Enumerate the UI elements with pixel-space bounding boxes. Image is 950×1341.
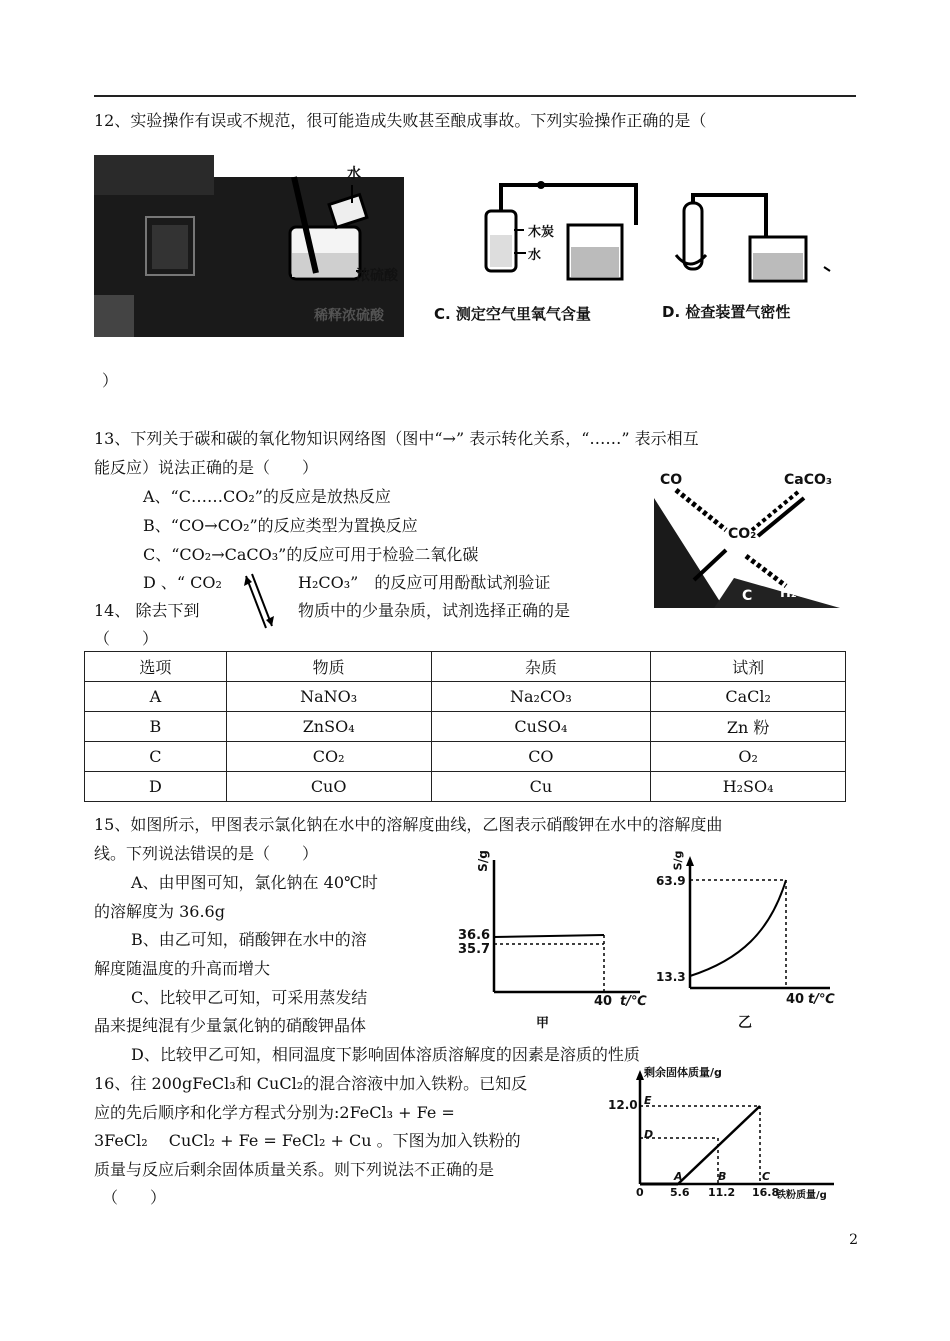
table-cell: CuSO₄ bbox=[431, 712, 651, 742]
q13-network-figure bbox=[654, 468, 840, 608]
table-header-row bbox=[85, 652, 846, 682]
table-row bbox=[85, 712, 846, 742]
label-dilute: 稀释浓硫酸 bbox=[314, 308, 384, 324]
table-cell: CO₂ bbox=[226, 742, 431, 772]
chart-nacl-ylabel: S/g bbox=[475, 850, 490, 872]
q16-xtick: 16.8 bbox=[752, 1186, 780, 1199]
chart-nacl bbox=[454, 852, 650, 1030]
table-cell: Na₂CO₃ bbox=[431, 682, 651, 712]
label-option-d: D. 检查装置气密性 bbox=[662, 303, 791, 321]
q16-line-5: （ ） bbox=[102, 1188, 167, 1207]
q16-point-e: E bbox=[644, 1094, 652, 1107]
table-cell: Zn 粉 bbox=[651, 712, 846, 742]
q14-table bbox=[84, 651, 846, 802]
node-co2: CO₂ bbox=[728, 526, 757, 542]
table-cell: C bbox=[85, 742, 227, 772]
node-co: CO bbox=[660, 472, 683, 488]
label-water2: 水 bbox=[528, 248, 542, 263]
q16-xtick: 11.2 bbox=[708, 1186, 736, 1199]
table-row bbox=[85, 682, 846, 712]
q16-point-a: A bbox=[674, 1170, 683, 1183]
q16-chart-ylabel: 剩余固体质量/g bbox=[644, 1066, 722, 1079]
page-number: 2 bbox=[849, 1232, 858, 1248]
q16-point-b: B bbox=[718, 1170, 727, 1183]
q16-line-1: 16、往 200gFeCl₃和 CuCl₂的混合溶液中加入铁粉。已知反 bbox=[94, 1074, 528, 1093]
table-header: 选项 bbox=[85, 652, 227, 682]
q16-point-d: D bbox=[644, 1128, 654, 1141]
table-cell: ZnSO₄ bbox=[226, 712, 431, 742]
q16-chart bbox=[604, 1064, 840, 1212]
q13-option-a: A、“C……CO₂”的反应是放热反应 bbox=[143, 487, 391, 506]
q15-option-b-2: 解度随温度的升高而增大 bbox=[94, 959, 271, 978]
q13-option-d-part1: D 、“ CO₂ bbox=[143, 573, 222, 592]
top-rule bbox=[94, 95, 856, 97]
q15-option-a-1: A、由甲图可知，氯化钠在 40℃时 bbox=[131, 873, 378, 892]
node-caco3: CaCO₃ bbox=[784, 472, 833, 488]
q14-stem-3: （ ） bbox=[94, 629, 159, 648]
q15-option-d: D、比较甲乙可知，相同温度下影响固体溶质溶解度的因素是溶质的性质 bbox=[131, 1045, 640, 1064]
q15-option-a-2: 的溶解度为 36.6g bbox=[94, 902, 225, 921]
chart-nacl-xtick: 40 bbox=[594, 994, 613, 1009]
chart-kno3-ytick-2: 13.3 bbox=[656, 970, 686, 984]
node-c: C bbox=[742, 588, 753, 604]
chart-nacl-ytick-2: 35.7 bbox=[458, 942, 491, 957]
table-row bbox=[85, 772, 846, 802]
q14-stem-1: 14、 除去下到 bbox=[94, 601, 200, 620]
q12-stem: 12、实验操作有误或不规范，很可能造成失败甚至酿成事故。下列实验操作正确的是（ bbox=[94, 111, 707, 130]
q13-option-c: C、“CO₂→CaCO₃”的反应可用于检验二氧化碳 bbox=[143, 545, 479, 564]
table-cell: Cu bbox=[431, 772, 651, 802]
q15-option-b-1: B、由乙可知，硝酸钾在水中的溶 bbox=[131, 930, 367, 949]
table-row bbox=[85, 742, 846, 772]
node-h2co3: H₂CO₃ bbox=[780, 586, 823, 601]
table-cell: B bbox=[85, 712, 227, 742]
q16-chart-xlabel: 铁粉质量/g bbox=[776, 1190, 827, 1201]
q15-option-c-1: C、比较甲乙可知，可采用蒸发结 bbox=[131, 988, 368, 1007]
q16-line-2: 应的先后顺序和化学方程式分别为:2FeCl₃ + Fe = bbox=[94, 1103, 455, 1122]
label-water: 水 bbox=[347, 166, 361, 182]
chart-nacl-name: 甲 bbox=[536, 1016, 550, 1031]
double-arrow-icon bbox=[240, 570, 276, 636]
q16-point-c: C bbox=[762, 1170, 771, 1183]
q14-stem-2: 物质中的少量杂质，试剂选择正确的是 bbox=[298, 601, 571, 620]
table-header: 试剂 bbox=[651, 652, 846, 682]
chart-nacl-xunit: t/℃ bbox=[620, 994, 647, 1009]
chart-kno3 bbox=[650, 852, 840, 1032]
table-cell: CuO bbox=[226, 772, 431, 802]
q12-tail: ） bbox=[102, 371, 119, 390]
table-cell: CO bbox=[431, 742, 651, 772]
chart-kno3-ylabel: S/g bbox=[671, 850, 685, 871]
q13-stem-2: 能反应）说法正确的是（ ） bbox=[94, 458, 319, 477]
q16-line-4: 质量与反应后剩余固体质量关系。则下列说法不正确的是 bbox=[94, 1160, 495, 1179]
label-option-c: C. 测定空气里氧气含量 bbox=[434, 305, 591, 323]
table-cell: O₂ bbox=[651, 742, 846, 772]
chart-kno3-ytick-1: 63.9 bbox=[656, 874, 686, 888]
q12-figure bbox=[94, 155, 844, 340]
q13-option-d-part2: H₂CO₃” 的反应可用酚酞试剂验证 bbox=[298, 573, 551, 592]
chart-kno3-xunit: t/℃ bbox=[808, 992, 835, 1007]
q16-line-3: 3FeCl₂ CuCl₂ + Fe = FeCl₂ + Cu 。下图为加入铁粉的 bbox=[94, 1131, 521, 1150]
q16-xtick: 0 bbox=[636, 1186, 644, 1199]
q16-xtick: 5.6 bbox=[670, 1186, 690, 1199]
table-cell: NaNO₃ bbox=[226, 682, 431, 712]
table-header: 杂质 bbox=[431, 652, 651, 682]
chart-kno3-xtick: 40 bbox=[786, 992, 805, 1007]
q15-stem-2: 线。下列说法错误的是（ ） bbox=[94, 844, 319, 863]
table-cell: H₂SO₄ bbox=[651, 772, 846, 802]
q15-option-c-2: 晶来提纯混有少量氯化钠的硝酸钾晶体 bbox=[94, 1016, 367, 1035]
table-cell: A bbox=[85, 682, 227, 712]
label-conc-acid: 浓硫酸 bbox=[356, 268, 398, 284]
q13-stem-1: 13、下列关于碳和碳的氧化物知识网络图（图中“→” 表示转化关系，“……” 表示相互 bbox=[94, 429, 699, 448]
label-charcoal: 木炭 bbox=[528, 225, 555, 240]
chart-kno3-name: 乙 bbox=[738, 1015, 752, 1031]
table-cell: D bbox=[85, 772, 227, 802]
q16-chart-ytick: 12.0 bbox=[608, 1098, 638, 1112]
table-header: 物质 bbox=[226, 652, 431, 682]
chart-nacl-ytick-1: 36.6 bbox=[458, 928, 491, 943]
table-cell: CaCl₂ bbox=[651, 682, 846, 712]
q13-option-b: B、“CO→CO₂”的反应类型为置换反应 bbox=[143, 516, 418, 535]
q15-stem-1: 15、如图所示，甲图表示氯化钠在水中的溶解度曲线，乙图表示硝酸钾在水中的溶解度曲 bbox=[94, 815, 723, 834]
